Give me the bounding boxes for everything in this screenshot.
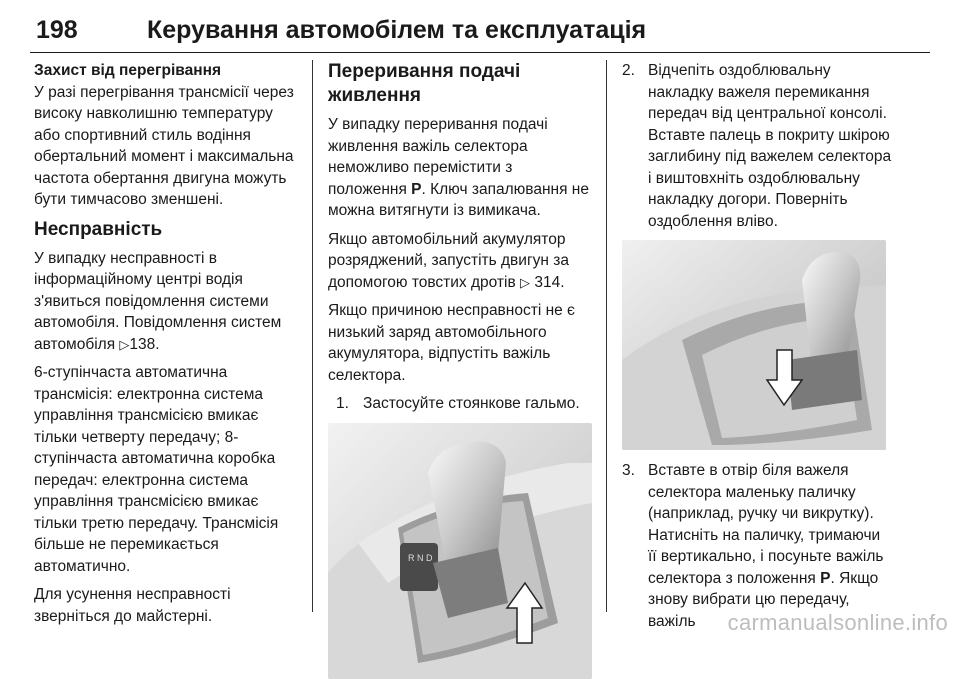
release-paragraph: Якщо причиною несправності не є низький заряд автомобільного акумулятора, відпустіть важіль селектора. bbox=[328, 302, 575, 384]
battery-paragraph: Якщо автомобільний акумулятор розряджений, запустіть двигун за допомогою товстих дротів ▷ 314. bbox=[328, 230, 569, 291]
fault-ref: 138. bbox=[129, 335, 160, 353]
step-2: 2. Відчепіть оздоблювальну накладку важеля перемикання передач від центральної консолі. Вставте палець в покриту шкірою заглибину під важелем селектора і виштовхніть оздоблювальну накладку догори. Поверніть оздоблення вліво. bbox=[622, 62, 892, 230]
page-reference-icon: ▷ bbox=[520, 274, 531, 290]
column-middle bbox=[328, 60, 592, 679]
gear-selector-illustration bbox=[328, 423, 592, 679]
six-speed-paragraph: 6-ступінчаста автоматична трансмісія: електронна система управління трансмісією вмикає тільки четверту передачу; 8-ступінчаста автоматична коробка передач: електронна система управління трансмісією вмикає тільки третю передачу. Трансмісія більше не перемикається автоматично. bbox=[34, 364, 279, 575]
column-right bbox=[622, 60, 892, 640]
fault-heading: Несправність bbox=[34, 218, 163, 240]
page-reference-icon: ▷ bbox=[119, 336, 130, 352]
column-divider bbox=[606, 60, 607, 612]
overheat-heading: Захист від перегрівання bbox=[34, 62, 221, 79]
step-3: 3. Вставте в отвір біля важеля селектора маленьку паличку (наприклад, ручку чи викрутку). Натисніть на паличку, тримаючи її вертикально, і посуньте важіль селектора з положення P. Якщо знову вибрати цю передачу, важіль bbox=[622, 462, 884, 630]
page-number: 198 bbox=[36, 16, 78, 44]
page-title: Керування автомобілем та експлуатація bbox=[147, 16, 647, 44]
step-1: 1. Застосуйте стоянкове гальмо. bbox=[336, 395, 580, 412]
gear-trim-illustration bbox=[622, 240, 886, 450]
overheat-paragraph: У разі перегрівання трансмісії через високу навколишню температуру або спортивний стиль водіння обертальний момент і максимальна частота обертання двигуна можуть бути тимчасово зменшені. bbox=[34, 83, 294, 208]
power-interrupt-paragraph: У випадку переривання подачі живлення важіль селектора неможливо перемістити з положення P. Ключ запалювання не можна витягнути із вимикача. bbox=[328, 116, 589, 219]
column-left bbox=[34, 60, 296, 634]
workshop-paragraph: Для усунення несправності зверніться до майстерні. bbox=[34, 586, 231, 625]
power-interrupt-heading: Переривання подачі живлення bbox=[328, 61, 521, 106]
svg-text:R N D: R N D bbox=[408, 552, 433, 563]
fault-paragraph: У випадку несправності в інформаційному центрі водія з'явиться повідомлення системи автомобіля. Повідомлення систем автомобіля ▷138. bbox=[34, 249, 282, 353]
page-header bbox=[30, 10, 930, 53]
column-divider bbox=[312, 60, 313, 612]
watermark: carmanualsonline.info bbox=[727, 610, 948, 635]
